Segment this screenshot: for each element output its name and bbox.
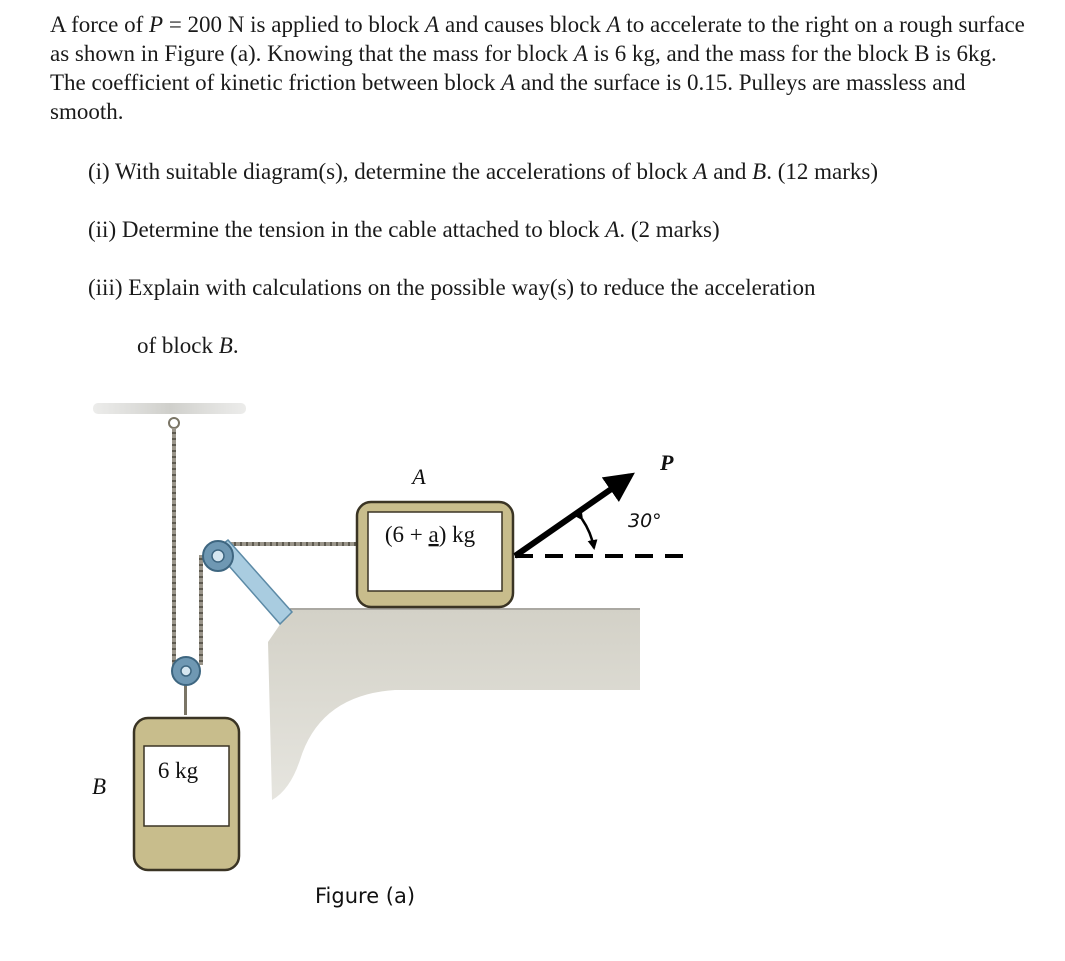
- question-2: (ii) Determine the tension in the cable attached to block A. (2 marks): [88, 217, 720, 242]
- ceiling: [93, 403, 246, 414]
- rope-hanger-b: [184, 685, 187, 715]
- block-b-mass: 6 kg: [157, 758, 199, 783]
- ceiling-hook: [169, 418, 179, 428]
- rope-pulley-b: [199, 555, 203, 665]
- block-b-label: B: [92, 774, 107, 799]
- angle-arc: [582, 519, 594, 548]
- block-a-mass: (6 + a) kg: [384, 522, 476, 547]
- problem-intro: A force of P = 200 N is applied to block A and causes block A to accelerate to the right on a rough surface as shown in Figure (a). Knowing that the mass for block A is 6 kg, and the mass for the block B is 6kg. The coefficient of kinetic friction between block A and the surface is 0.15. Pulleys are massless and smooth.: [50, 12, 1025, 124]
- rope-to-block-a: [212, 542, 360, 546]
- angle-label: 30°: [628, 510, 662, 532]
- rope-fixed: [172, 428, 176, 668]
- support-ledge: [268, 610, 640, 800]
- force-p-label: P: [660, 450, 674, 475]
- figure-caption: Figure (a): [315, 884, 416, 908]
- block-a-label: A: [412, 464, 426, 489]
- force-p-arrow: [515, 476, 630, 556]
- question-3: (iii) Explain with calculations on the possible way(s) to reduce the acceleration: [88, 275, 816, 300]
- question-1: (i) With suitable diagram(s), determine the accelerations of block A and B. (12 marks): [88, 159, 878, 184]
- figure-a-diagram: [0, 380, 1065, 940]
- question-3-continued: of block B.: [137, 333, 239, 358]
